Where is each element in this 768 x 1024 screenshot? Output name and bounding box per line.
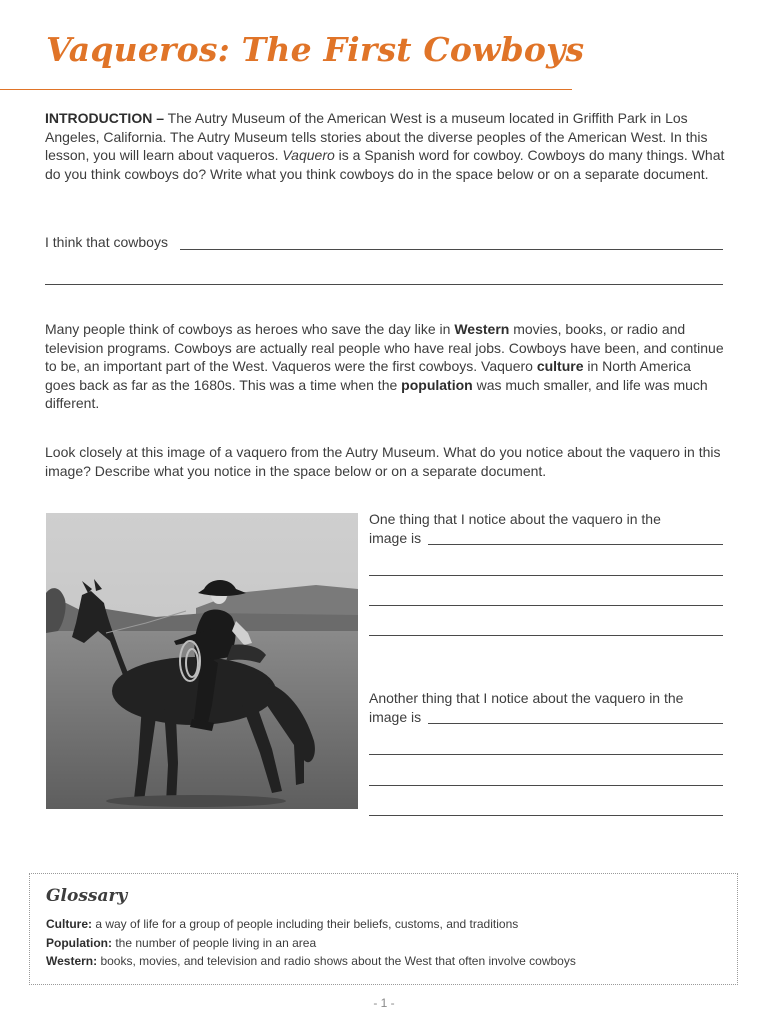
glossary-term: Western: — [46, 954, 98, 968]
glossary-item — [46, 917, 518, 931]
glossary-title: Glossary — [46, 886, 128, 906]
notice-1-answer-line-2[interactable] — [369, 575, 723, 576]
glossary-box — [29, 873, 738, 985]
term-culture: culture — [536, 358, 584, 375]
p2-text-1: Many people think of cowboys as heroes who save the day like in — [45, 321, 455, 337]
title-rule — [0, 89, 572, 90]
page-number: - 1 - — [373, 996, 395, 1010]
glossary-definition: books, movies, and television and radio shows about the West that often involve cowboys — [97, 954, 576, 968]
term-population: population — [401, 376, 473, 393]
glossary-term: Population: — [46, 936, 112, 950]
intro-lead: INTRODUCTION – — [45, 110, 164, 126]
cowboys-paragraph — [45, 320, 725, 413]
look-paragraph: Look closely at this image of a vaquero from the Autry Museum. What do you notice about the vaquero in this image? Describe what you notice in the space below or on a separate document. — [45, 444, 721, 479]
notice-1-answer-line-1[interactable] — [428, 544, 723, 545]
p2-text-4: was much smaller, and life was much different. — [45, 376, 708, 412]
notice-1-answer-line-4[interactable] — [369, 635, 723, 636]
intro-paragraph — [45, 109, 725, 183]
notice-2-answer-line-4[interactable] — [369, 815, 723, 816]
notice-2-answer-line-3[interactable] — [369, 785, 723, 786]
notice-1-line-2: image is — [369, 530, 422, 546]
glossary-definition: the number of people living in an area — [112, 936, 317, 950]
cowboys-answer-line-1[interactable] — [180, 249, 723, 250]
intro-vaquero-term: Vaquero — [282, 147, 335, 164]
glossary-term: Culture: — [46, 917, 92, 931]
cowboys-prompt: I think that cowboys — [45, 234, 168, 250]
p2-text-3: in North America goes back as far as the 1680s. This was a time when the — [45, 358, 691, 393]
glossary-item — [46, 936, 316, 950]
notice-2-answer-line-1[interactable] — [428, 723, 723, 724]
p2-text-2: movies, books, or radio and television programs. Cowboys are actually real people who have real jobs. Cowboys have been, and continue to be, an important part of the West. Vaqueros were the first cowboys. Vaquero — [45, 321, 724, 375]
notice-1-answer-line-3[interactable] — [369, 605, 723, 606]
vaquero-photo — [46, 513, 358, 809]
notice-1-line-1: One thing that I notice about the vaquero in the — [369, 511, 661, 527]
intro-text-1: The Autry Museum of the American West is a museum located in Griffith Park in Los Angeles, California. The Autry Museum tells stories about the diverse peoples of the American West. In this lesson, you will learn about vaqueros. — [45, 110, 708, 164]
notice-2-line-1: Another thing that I notice about the vaquero in the — [369, 690, 684, 706]
notice-2-line-2: image is — [369, 709, 422, 725]
glossary-item — [46, 954, 576, 968]
cowboys-answer-line-2[interactable] — [45, 284, 723, 285]
intro-text-2: is a Spanish word for cowboy. Cowboys do many things. What do you think cowboys do? Write what you think cowboys do in the space below or on a separate document. — [45, 147, 725, 182]
glossary-definition: a way of life for a group of people including their beliefs, customs, and traditions — [92, 917, 519, 931]
term-western: Western — [454, 321, 510, 337]
page-title: Vaqueros: The First Cowboys — [46, 30, 585, 69]
notice-2-answer-line-2[interactable] — [369, 754, 723, 755]
